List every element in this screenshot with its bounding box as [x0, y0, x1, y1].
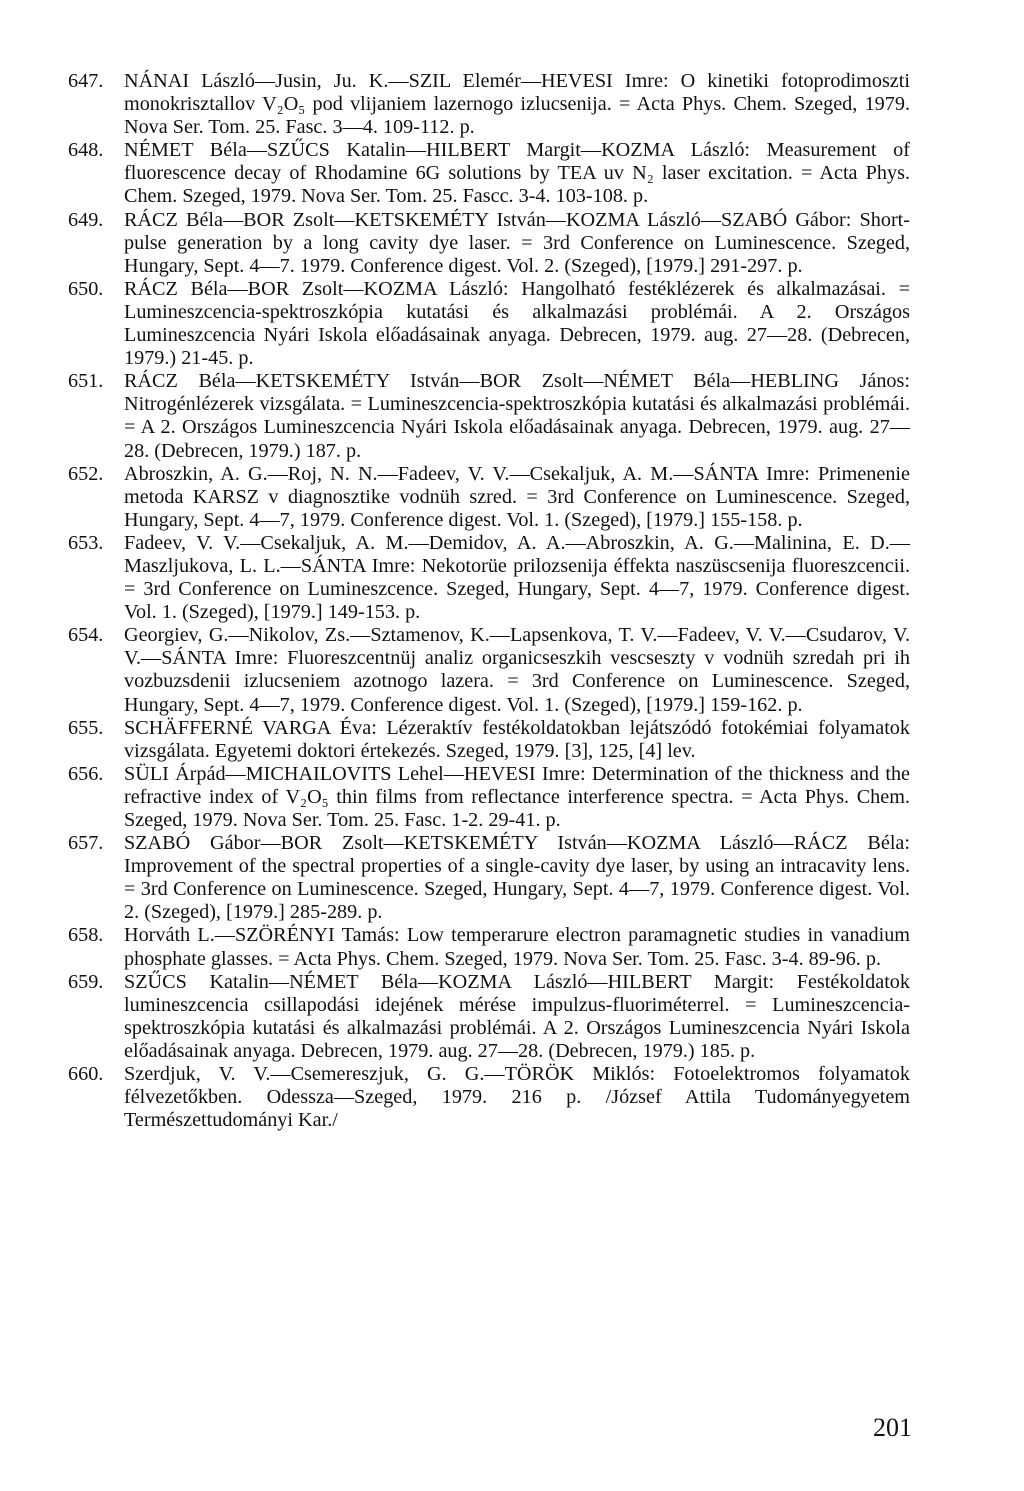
entry-number: 657. — [68, 832, 104, 855]
entry-text: SZABÓ Gábor—BOR Zsolt—KETSKEMÉTY István—KOZMA László—RÁCZ Béla: Improvement of the spectral properties of a single-cavity dye laser, by using an intracavity lens. = 3rd Conference on Luminescence. Szeged, Hungary, Sept. 4—7, 1979. Conference digest. Vol. 2. (Szeged), [1979.] 285-289. p. — [124, 832, 910, 924]
bibliography-entry-647 — [68, 70, 910, 139]
entry-number: 655. — [68, 716, 104, 739]
entry-text: SZŰCS Katalin—NÉMET Béla—KOZMA László—HILBERT Margit: Festékoldatok lumineszcencia csillapodási idejének mérése impulzus-fluoriméterrel. = Lumineszcencia-spektroszkópia kutatási és alkalmazási problémái. A 2. Országos Lumineszcencia Nyári Iskola előadásainak anyaga. Debrecen, 1979. aug. 27—28. (Debrecen, 1979.) 185. p. — [124, 970, 910, 1062]
entry-text: Fadeev, V. V.—Csekaljuk, A. M.—Demidov, A. A.—Abroszkin, A. G.—Malinina, E. D.—Maszljukova, L. L.—SÁNTA Imre: Nekotorüe prilozsenija éffekta naszüscsenija fluoreszcencii. = 3rd Conference on Lumineszcence. Szeged, Hungary, Sept. 4—7, 1979. Conference digest. Vol. 1. (Szeged), [1979.] 149-153. p. — [124, 531, 910, 624]
bibliography-entry-657 — [68, 832, 910, 924]
bibliography-entry-653 — [68, 532, 910, 624]
bibliography-entry-651 — [68, 370, 910, 462]
bibliography-entry-649 — [68, 209, 910, 278]
entry-text: SCHÄFFERNÉ VARGA Éva: Lézeraktív festékoldatokban lejátszódó fotokémiai folyamatok vizsgálata. Egyetemi doktori értekezés. Szeged, 1979. [3], 125, [4] lev. — [124, 716, 910, 762]
entry-text: RÁCZ Béla—BOR Zsolt—KOZMA László: Hangolható festéklézerek és alkalmazásai. = Lumineszcencia-spektroszkópia kutatási és alkalmazási problémái. A 2. Országos Lumineszcencia Nyári Iskola előadásainak anyaga. Debrecen, 1979. aug. 27—28. (Debrecen, 1979.) 21-45. p. — [124, 277, 910, 370]
bibliography-entry-652 — [68, 463, 910, 532]
entry-number: 649. — [68, 208, 104, 231]
entry-number: 654. — [68, 624, 104, 647]
entry-text: Abroszkin, A. G.—Roj, N. N.—Fadeev, V. V.—Csekaljuk, A. M.—SÁNTA Imre: Primenenie metoda KARSZ v diagnosztike vodnüh szred. = 3rd Conference on Luminescence. Szeged, Hungary, Sept. 4—7, 1979. Conference digest. Vol. 1. (Szeged), [1979.] 155-158. p. — [124, 462, 910, 531]
entry-text: Szerdjuk, V. V.—Csemereszjuk, G. G.—TÖRÖK Miklós: Fotoelektromos folyamatok félvezetőkben. Odessza—Szeged, 1979. 216 p. /József Attila Tudományegyetem Természettudományi Kar./ — [124, 1063, 910, 1132]
bibliography-entry-659 — [68, 971, 910, 1063]
entry-number: 653. — [68, 531, 104, 554]
entry-number: 656. — [68, 762, 104, 785]
entry-number: 648. — [68, 139, 104, 162]
bibliography-entry-656 — [68, 763, 910, 832]
entry-number: 651. — [68, 370, 104, 393]
entry-text: Horváth L.—SZÖRÉNYI Tamás: Low temperarure electron paramagnetic studies in vanadium phosphate glasses. = Acta Phys. Chem. Szeged, 1979. Nova Ser. Tom. 25. Fasc. 3-4. 89-96. p. — [124, 924, 910, 970]
entry-number: 659. — [68, 970, 104, 993]
entry-text: NÁNAI László—Jusin, Ju. K.—SZIL Elemér—HEVESI Imre: O kinetiki fotoprodimoszti monokrisztallov V₂O₅ pod vlijaniem lazernogo izlucsenija. = Acta Phys. Chem. Szeged, 1979. Nova Ser. Tom. 25. Fasc. 3—4. 109-112. p. — [124, 70, 910, 139]
bibliography-entry-648 — [68, 139, 910, 208]
entry-text: SÜLI Árpád—MICHAILOVITS Lehel—HEVESI Imre: Determination of the thickness and the refractive index of V₂O₅ thin films from reflectance interference spectra. = Acta Phys. Chem. Szeged, 1979. Nova Ser. Tom. 25. Fasc. 1-2. 29-41. p. — [124, 762, 910, 831]
entry-number: 658. — [68, 924, 104, 947]
entry-text: RÁCZ Béla—KETSKEMÉTY István—BOR Zsolt—NÉMET Béla—HEBLING János: Nitrogénlézerek vizsgálata. = Lumineszcencia-spektroszkópia kutatási és alkalmazási problémái. = A 2. Országos Lumineszcencia Nyári Iskola előadásainak anyaga. Debrecen, 1979. aug. 27—28. (Debrecen, 1979.) 187. p. — [124, 370, 910, 462]
bibliography-entry-655 — [68, 717, 910, 763]
entry-text: NÉMET Béla—SZŰCS Katalin—HILBERT Margit—KOZMA László: Measurement of fluorescence decay of Rhodamine 6G solutions by TEA uv N₂ laser excitation. = Acta Phys. Chem. Szeged, 1979. Nova Ser. Tom. 25. Fascc. 3-4. 103-108. p. — [124, 139, 910, 208]
entry-number: 652. — [68, 462, 104, 485]
bibliography-entries — [68, 70, 910, 1132]
bibliography-entry-654 — [68, 624, 910, 716]
bibliography-entry-660 — [68, 1063, 910, 1132]
entry-text: Georgiev, G.—Nikolov, Zs.—Sztamenov, K.—Lapsenkova, T. V.—Fadeev, V. V.—Csudarov, V. V.—SÁNTA Imre: Fluoreszcentnüj analiz organicseszkih vescseszty v vodnüh szredah pri ih vozbuzsdenii izlucseniem azotnogo lazera. = 3rd Conference on Luminescence. Szeged, Hungary, Sept. 4—7, 1979. Conference digest. Vol. 1. (Szeged), [1979.] 159-162. p. — [124, 624, 910, 716]
entry-number: 650. — [68, 277, 104, 300]
page-number: 201 — [873, 1413, 912, 1442]
entry-text: RÁCZ Béla—BOR Zsolt—KETSKEMÉTY István—KOZMA László—SZABÓ Gábor: Short-pulse generation by a long cavity dye laser. = 3rd Conference on Luminescence. Szeged, Hungary, Sept. 4—7. 1979. Conference digest. Vol. 2. (Szeged), [1979.] 291-297. p. — [124, 208, 910, 277]
bibliography-entry-658 — [68, 924, 910, 970]
entry-number: 660. — [68, 1063, 104, 1086]
entry-number: 647. — [68, 70, 104, 92]
bibliography-entry-650 — [68, 278, 910, 370]
